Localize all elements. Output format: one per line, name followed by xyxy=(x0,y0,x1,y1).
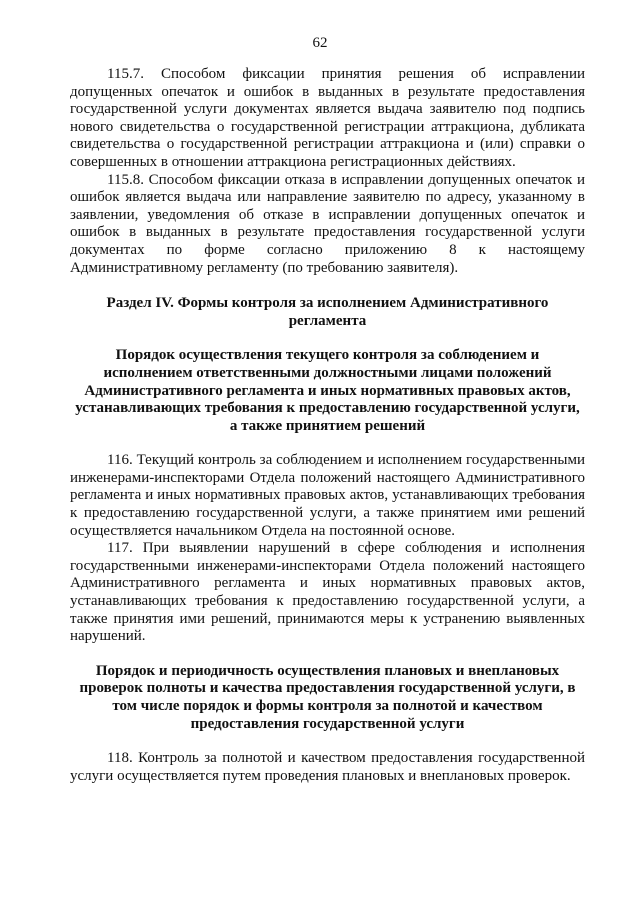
paragraph-116: 116. Текущий контроль за соблюдением и исполнением государственными инженерами-инспекторами Отдела положений настоящего Административного регламента и иных нормативных правовых актов, устанавливающих требования к предоставлению государственной услуги, а также принятием ими решений осуществляется начальником Отдела на постоянной основе. xyxy=(70,452,585,539)
paragraph-115-8: 115.8. Способом фиксации отказа в исправлении допущенных опечаток и ошибок является выдача или направление заявителю по адресу, указанному в заявлении, уведомления об отказе в исправлении допущенных опечаток и ошибок в выданных в результате предоставления государственной услуги документах по форме согласно приложению 8 к настоящему Административному регламенту (по требованию заявителя). xyxy=(70,171,585,276)
paragraph-117: 117. При выявлении нарушений в сфере соблюдения и исполнения государственными инженерами-инспекторами Отдела положений настоящего Административного регламента и иных нормативных правовых актов, устанавливающих требования к предоставлению государственной услуги, а также принятия ими решений, принимаются меры к устранению выявленных нарушений. xyxy=(70,540,585,645)
paragraph-115-7: 115.7. Способом фиксации принятия решения об исправлении допущенных опечаток и ошибок в выданных в результате предоставления государственной услуги документах является выдача заявителю под подпись нового свидетельства о государственной регистрации аттракциона, дубликата свидетельства о государственной регистрации аттракциона и (или) справки о совершенных в отношении аттракциона регистрационных действиях. xyxy=(70,66,585,170)
page-number: 62 xyxy=(312,35,328,51)
subsection-heading-current-control: Порядок осуществления текущего контроля за соблюдением и исполнением ответственными должностными лицами положений Административного регламента и иных нормативных правовых актов, устанавливающих требования к предоставлению государственной услуги, а также принятием решений xyxy=(75,347,580,434)
page-content xyxy=(70,66,585,785)
paragraph-118: 118. Контроль за полнотой и качеством предоставления государственной услуги осуществляется путем проведения плановых и внеплановых проверок. xyxy=(70,750,585,784)
subsection-heading-inspections: Порядок и периодичность осуществления плановых и внеплановых проверок полноты и качества предоставления государственной услуги, в том числе порядок и формы контроля за полнотой и качеством предоставления государственной услуги xyxy=(79,662,576,732)
section-heading: Раздел IV. Формы контроля за исполнением Административного регламента xyxy=(106,295,549,329)
